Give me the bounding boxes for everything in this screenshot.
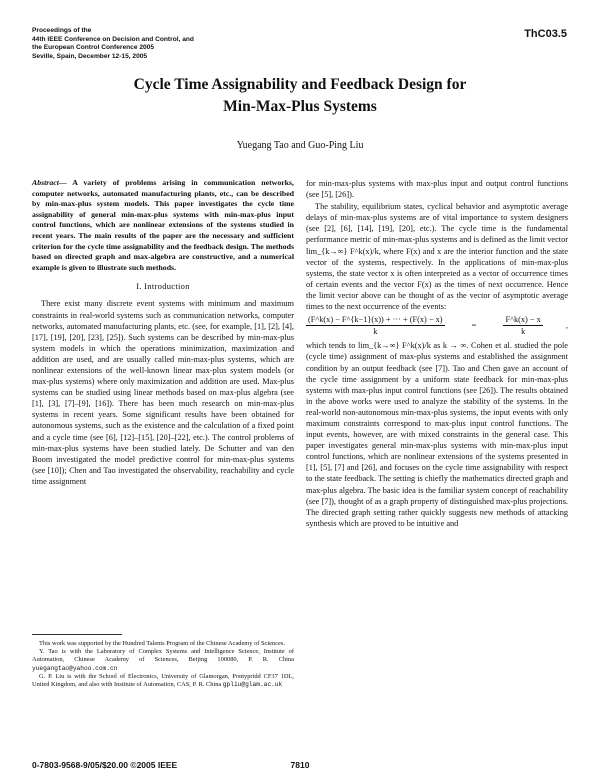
title-line: Cycle Time Assignability and Feedback Design for	[133, 76, 467, 93]
authors: Yuegang Tao and Guo-Ping Liu	[236, 140, 364, 151]
equation-rhs	[503, 314, 542, 337]
footnote-rule	[32, 634, 122, 635]
footnote: This work was supported by the Hundred Talents Program of the Chinese Academy of Sciences.	[39, 640, 285, 647]
intro-paragraph: There exist many discrete event systems with minimum and maximum constraints in real-world systems such as communication networks, computer networks, automated manufacturing plants, etc. (see, for example, [1], [2], [4], [17], [19], [20], [23], [25]). Such systems can be described by min-max-plus system models in which the operations minimization, maximization and addition are used, and are usually called min-max-plus systems, which are nonlinear extensions of the well-known linear max-plus system models (or max-plus systems) where only maximization and addition are used. Max-plus systems can be studied using linear methods based on max-plus algebra (see [1], [3], [7]–[9], [16]). There has been much research on min-max-plus systems in recent years. Some significant results have been obtained for autonomous systems, such as the existence and the calculation of a fixed point and a cycle time (see [6], [12]–[15], [20]–[22], etc.). The control problems of min-max-plus systems have been studied lately. De Schutter and van den Boom investigated the model predictive control for min-max-plus systems (see [10]); Chen and Tao investigated the observability, reachability and cycle time assignment	[32, 299, 294, 486]
abstract-text: — A variety of problems arising in communication networks, computer networks, automated manufacturing plants, etc., can be described by min-max-plus system models. This paper investigates the cycle time assignability of general min-max-plus systems with min-max-plus input control functions, which are nonlinear extensions of the systems studied in recent years. The main results of the paper are the necessary and sufficient criterion for the cycle time assignability and the feedback design. The methods based on directed graph and max-algebra are constructive, and a numerical example is given to illustrate such methods.	[32, 178, 294, 272]
equation-end: ,	[565, 321, 568, 331]
equation-numerator: F^k(x) − x	[503, 314, 542, 326]
footnote	[32, 673, 294, 689]
equation-denominator: k	[373, 327, 378, 337]
abstract	[32, 178, 294, 273]
footnotes	[32, 640, 294, 689]
page-number: 7810	[290, 760, 310, 770]
equation-denominator: k	[521, 327, 526, 337]
proceedings-line: the European Control Conference 2005	[32, 44, 155, 52]
body-paragraph: which tends to lim_{k→∞} F^k(x)/k as k → ∞. Cohen et al. studied the pole (cycle time) assignment of max-plus systems and established the assignment condition by an output feedback (see [7]). Tao and Chen gave an account of the cycle time assignment by a uniform state feedback for min-max-plus systems with max-plus input control functions (see [26]). The results obtained in the above works were used to analyze the stability of the systems. In the real-world non-autonomous min-max-plus systems, the input events with only maximum constraints correspond to max-plus input control functions. The input events, however, are with mixed constraints in the general case. This paper investigates general min-max-plus systems with min-max-plus input control functions, which are nonlinear extensions of the systems presented in [1], [5], [7] and [26], and focuses on the cycle time assignability with respect to the state feedback. The setting is chiefly the mathematics directed graph and max-plus algebra. The basic idea is the familiar system concept of reachability (see [7]), thought of as a graph property of distinguished max-plus projections. The directed graph setting rather quickly suggests new methods of attacking synthesis which are proved to be intuitive and	[306, 341, 568, 528]
equation-lhs	[306, 314, 445, 337]
email-link[interactable]: gpliu@glam.ac.uk	[222, 681, 283, 689]
body-paragraph: for min-max-plus systems with max-plus input and output control functions (see [5], [26]).	[306, 179, 568, 200]
footnote-text: G. P. Liu is with the School of Electronics, University of Glamorgan, Pontypridd CF37 1DL, United Kingdom, and also with Institute of Automation, CAS, P. R. China	[32, 672, 294, 689]
email-link[interactable]: yuegangtao@yahoo.com.cn	[32, 664, 118, 672]
equation	[306, 314, 568, 337]
paper-title	[0, 74, 600, 118]
equals-sign: =	[471, 321, 477, 331]
session-code: ThC03.5	[524, 28, 567, 40]
proceedings-line: Proceedings of the	[32, 27, 92, 34]
footnote-text: Y. Tao is with the Laboratory of Complex Systems and Intelligence Science, Institute of Automation, Chinese Academy of Sciences, Beijing 100080, P. R. China	[32, 648, 294, 664]
copyright: 0-7803-9568-9/05/$20.00 ©2005 IEEE	[32, 760, 178, 770]
title-line: Min-Max-Plus Systems	[223, 98, 377, 115]
section-heading: I. Introduction	[136, 281, 190, 292]
equation-numerator: (F^k(x) − F^{k−1}(x)) + ··· + (F(x) − x)	[306, 314, 445, 326]
footnote	[32, 648, 294, 673]
right-column	[306, 178, 568, 530]
left-column	[32, 178, 294, 488]
body-paragraph: The stability, equilibrium states, cyclical behavior and asymptotic average delays of min-max-plus systems are of vital importance to system designers (see [2], [6], [14], [19], [20], etc.). The cycle time is the fundamental performance metric of min-max-plus systems and is defined as the limit vector lim_{k→∞} F^k(x)/k, where F(x) and x are the interior function and the state vector of the systems, respectively. In the applications of min-max-plus systems, the state vector x is often interpreted as a vector of occurrence times of certain events and the vector F(x) as the times of next occurrence. Hence the limit vector above can be thought of as the vector of asymptotic average times to the next occurrence of the events:	[306, 202, 568, 312]
abstract-lead: Abstract	[32, 178, 59, 187]
proceedings-header	[32, 27, 292, 61]
proceedings-line: Seville, Spain, December 12-15, 2005	[32, 52, 148, 60]
proceedings-line: 44th IEEE Conference on Decision and Control, and	[32, 35, 194, 43]
